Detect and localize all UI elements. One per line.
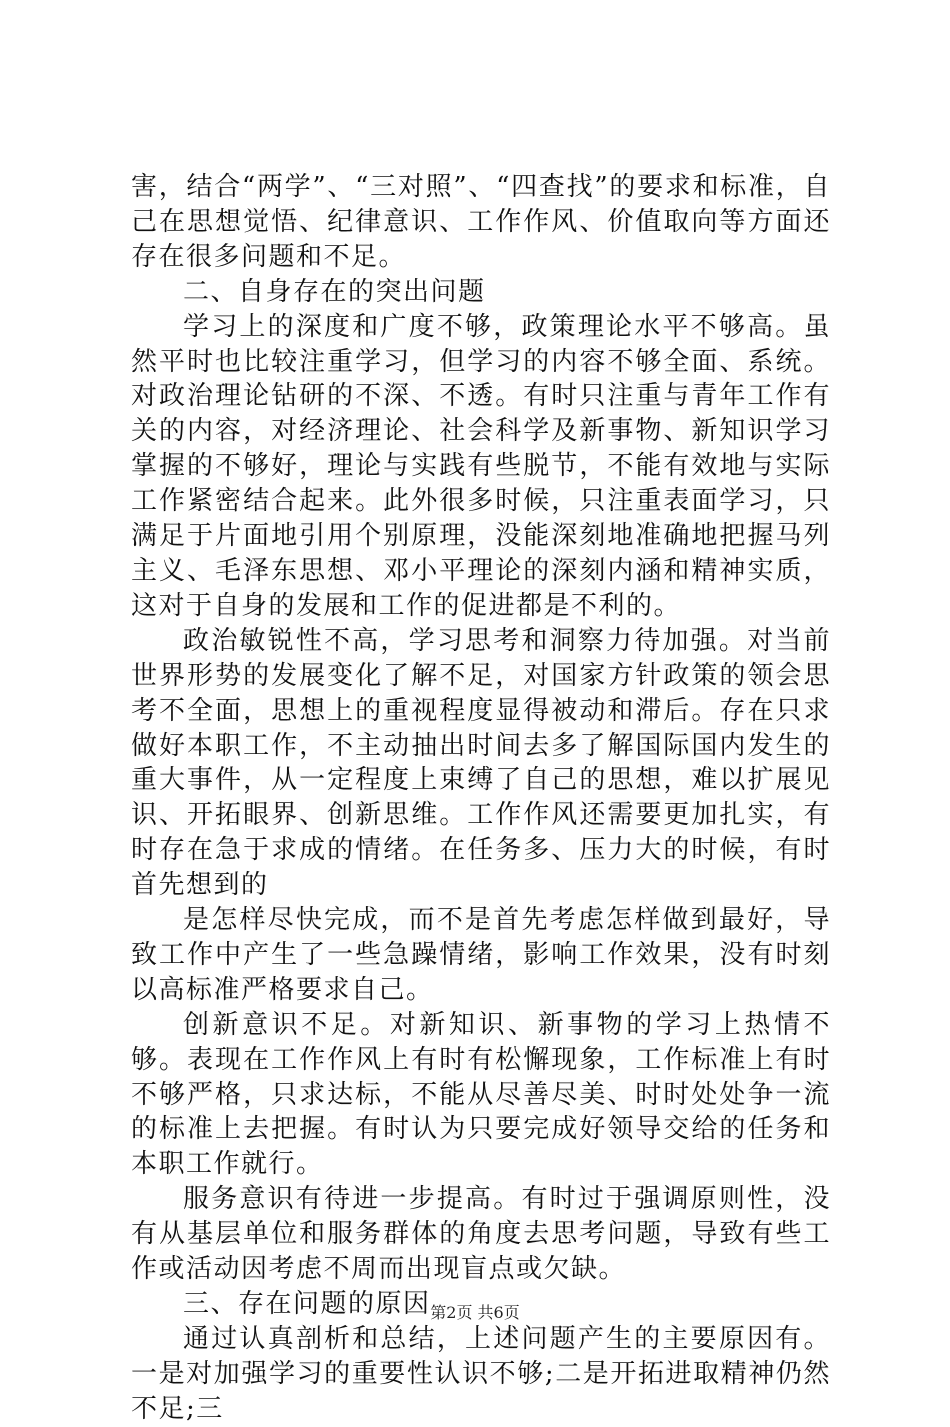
section-heading-2: 二、自身存在的突出问题 — [183, 276, 486, 307]
paragraph-study-depth: 学习上的深度和广度不够，政策理论水平不够高。虽然平时也比较注重学习，但学习的内容不够全面、系统。对政治理论钻研的不深、不透。有时只注重与青年工作有关的内容，对经济理论、社会科学及新事物、新知识学习掌握的不够好，理论与实践有些脱节，不能有效地与实际工作紧密结合起来。此外很多时候，只注重表面学习，只满足于片面地引用个别原理，没能深刻地准确地把握马列主义、毛泽东思想、邓小平理论的深刻内涵和精神实质，这对于自身的发展和工作的促进都是不利的。 — [131, 311, 831, 621]
paragraph-political-sensitivity: 政治敏锐性不高，学习思考和洞察力待加强。对当前世界形势的发展变化了解不足，对国家方针政策的领会思考不全面，思想上的重视程度显得被动和滞后。存在只求做好本职工作，不主动抽出时间去多了解国际国内发生的重大事件，从一定程度上束缚了自己的思想，难以扩展见识、开拓眼界、创新思维。工作作风还需要更加扎实，有时存在急于求成的情绪。在任务多、压力大的时候，有时首先想到的 — [131, 625, 831, 901]
paragraph-causes: 通过认真剖析和总结，上述问题产生的主要原因有。一是对加强学习的重要性认识不够;二是开拓进取精神仍然不足;三 — [131, 1323, 831, 1424]
paragraph-innovation: 创新意识不足。对新知识、新事物的学习上热情不够。表现在工作作风上有时有松懈现象，工作标准上有时不够严格，只求达标，不能从尽善尽美、时时处处争一流的标准上去把握。有时认为只要完成好领导交给的任务和本职工作就行。 — [131, 1009, 831, 1180]
paragraph-work-efficiency: 是怎样尽快完成，而不是首先考虑怎样做到最好，导致工作中产生了一些急躁情绪，影响工作效果，没有时刻以高标准严格要求自己。 — [131, 905, 831, 1005]
document-body — [131, 170, 831, 1427]
paragraph-continuation: 害，结合“两学”、“三对照”、“四查找”的要求和标准，自己在思想觉悟、纪律意识、工作作风、价值取向等方面还存在很多问题和不足。 — [131, 172, 831, 272]
paragraph-service: 服务意识有待进一步提高。有时过于强调原则性，没有从基层单位和服务群体的角度去思考问题，导致有些工作或活动因考虑不周而出现盲点或欠缺。 — [131, 1184, 831, 1285]
section-heading-3: 三、存在问题的原因 — [183, 1289, 431, 1319]
page-footer: 第2页 共6页 — [430, 1303, 520, 1322]
